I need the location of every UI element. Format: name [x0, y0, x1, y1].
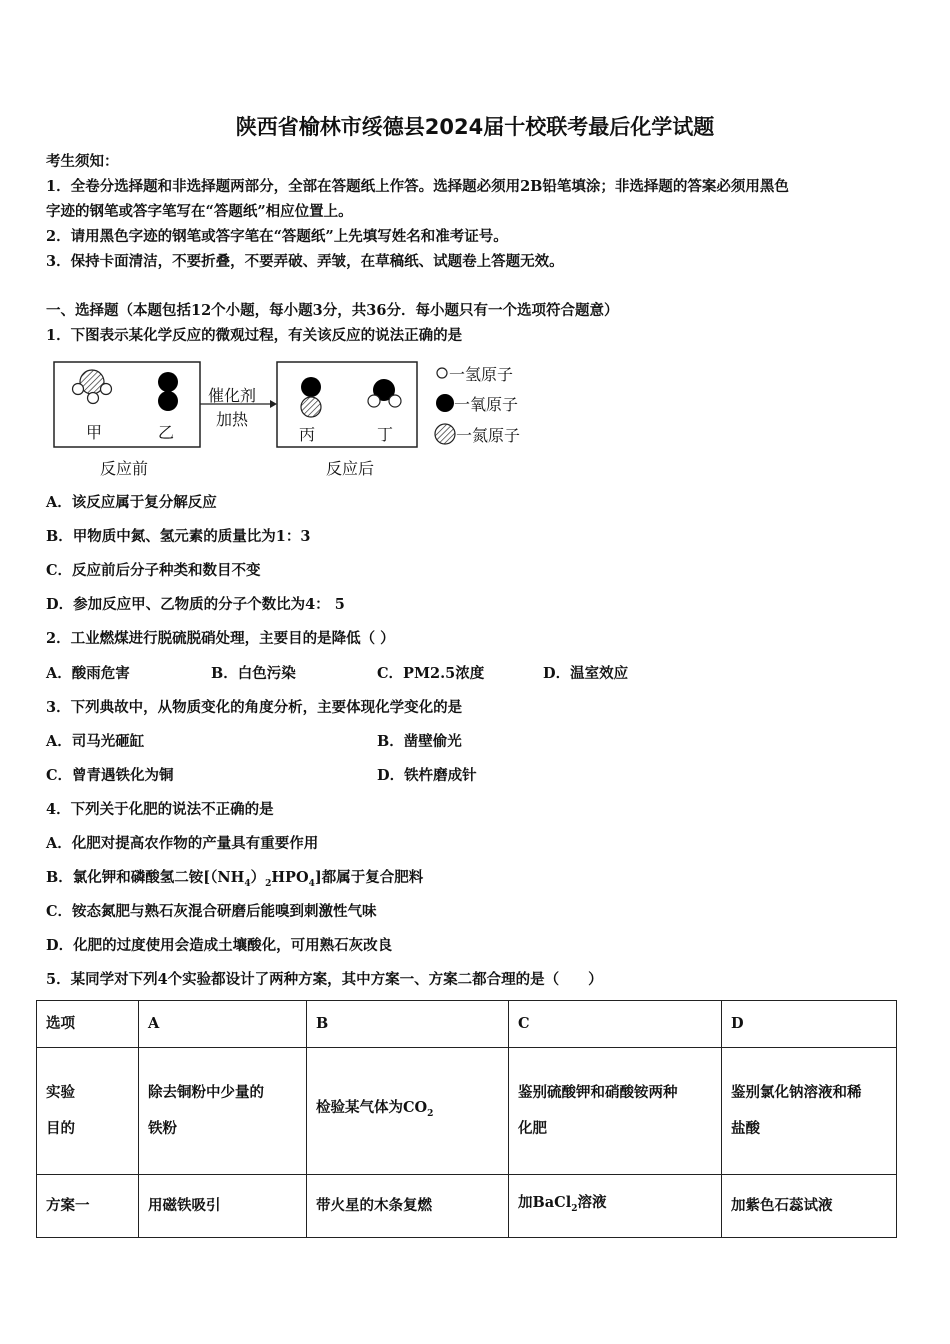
- q2-option-b[interactable]: B．白色污染: [211, 665, 296, 682]
- c-plan1-pre: 加BaCl: [518, 1194, 572, 1212]
- q3-option-b[interactable]: B．凿壁偷光: [377, 733, 462, 750]
- c-purpose-2: 化肥: [518, 1120, 547, 1137]
- q4-b-text-1: B．氯化钾和磷酸氢二铵[（NH: [46, 869, 245, 886]
- b-plan1: 带火星的木条复燃: [307, 1175, 509, 1238]
- q3-option-a[interactable]: A．司马光砸缸: [46, 733, 145, 750]
- hydrogen-atom-icon: [73, 384, 84, 395]
- q1-stem: 1．下图表示某化学反应的微观过程，有关该反应的说法正确的是: [46, 327, 463, 344]
- q1-option-a[interactable]: A．该反应属于复分解反应: [46, 494, 217, 511]
- notice-item-3: 3．保持卡面清洁，不要折叠，不要弄破、弄皱，在草稿纸、试题卷上答题无效。: [46, 253, 564, 270]
- label-jia: 甲: [86, 423, 103, 442]
- table-row: [37, 1175, 897, 1238]
- q1-option-b[interactable]: B．甲物质中氮、氢元素的质量比为1：3: [46, 528, 311, 545]
- label-before: 反应前: [100, 459, 149, 478]
- q3-option-c[interactable]: C．曾青遇铁化为铜: [46, 767, 174, 784]
- hydrogen-atom-icon: [389, 395, 401, 407]
- q2-option-d[interactable]: D．温室效应: [543, 665, 629, 682]
- q4-option-d[interactable]: D．化肥的过度使用会造成土壤酸化，可用熟石灰改良: [46, 937, 393, 954]
- q4-b-text-2: ）: [250, 869, 266, 886]
- q4-b-sub-2: 2: [265, 878, 272, 889]
- q3-stem: 3．下列典故中，从物质变化的角度分析，主要体现化学变化的是: [46, 699, 463, 716]
- plan1-label: 方案一: [37, 1175, 139, 1238]
- q4-option-a[interactable]: A．化肥对提高农作物的产量具有重要作用: [46, 835, 319, 852]
- c-purpose-1: 鉴别硫酸钾和硝酸铵两种: [518, 1084, 678, 1101]
- q4-option-b[interactable]: [46, 868, 423, 894]
- label-ding: 丁: [377, 425, 394, 444]
- legend-oxygen-icon: [436, 394, 454, 412]
- q4-b-text-4: ]都属于复合肥料: [314, 869, 424, 886]
- section-heading: 一、选择题（本题包括12个小题，每小题3分，共36分．每小题只有一个选项符合题意）: [46, 302, 619, 319]
- nitrogen-atom-icon: [301, 397, 321, 417]
- reaction-diagram: [46, 355, 566, 480]
- q5-stem: 5．某同学对下列4个实验都设计了两种方案，其中方案一、方案二都合理的是（ ）: [46, 971, 603, 988]
- q4-b-text-3: HPO: [271, 869, 309, 886]
- q4-stem: 4．下列关于化肥的说法不正确的是: [46, 801, 274, 818]
- table-header-cell: A: [139, 1001, 307, 1048]
- c-plan1-post: 溶液: [577, 1194, 607, 1212]
- table-cell: [37, 1048, 139, 1175]
- table-cell: [509, 1048, 722, 1175]
- q1-option-c[interactable]: C．反应前后分子种类和数目不变: [46, 562, 261, 579]
- c-plan1-sub: 2: [571, 1203, 578, 1214]
- oxygen-atom-icon: [301, 377, 321, 397]
- arrow-head-icon: [270, 400, 277, 408]
- b-purpose: 检验某气体为CO: [316, 1099, 428, 1117]
- page-title: 陕西省榆林市绥德县2024届十校联考最后化学试题: [235, 115, 715, 139]
- oxygen-atom-icon: [158, 391, 178, 411]
- table-header-cell: 选项: [37, 1001, 139, 1048]
- d-purpose-1: 鉴别氯化钠溶液和稀: [731, 1084, 862, 1101]
- q2-option-c[interactable]: C．PM2.5浓度: [377, 665, 485, 682]
- table-cell: [307, 1048, 509, 1175]
- a-purpose-1: 除去铜粉中少量的: [148, 1084, 264, 1101]
- q4-b-sub-3: 4: [308, 878, 315, 889]
- table-cell: [139, 1048, 307, 1175]
- table-row: [37, 1001, 897, 1048]
- q3-option-d[interactable]: D．铁杵磨成针: [377, 767, 477, 784]
- purpose-label-2: 目的: [46, 1120, 75, 1137]
- hydrogen-atom-icon: [101, 384, 112, 395]
- legend-nitrogen-icon: [435, 424, 455, 444]
- legend-oxygen-label: 一氧原子: [454, 395, 519, 414]
- label-heat: 加热: [216, 410, 249, 429]
- q4-b-sub-1: 4: [244, 878, 251, 889]
- legend-hydrogen-label: 一氢原子: [449, 365, 514, 384]
- notice-item-1-line-1: 1．全卷分选择题和非选择题两部分，全部在答题纸上作答。选择题必须用2B铅笔填涂；非选择题的答案必须用黑色: [46, 178, 789, 195]
- hydrogen-atom-icon: [88, 393, 99, 404]
- notice-heading: 考生须知：: [46, 153, 119, 170]
- b-purpose-sub: 2: [427, 1108, 434, 1119]
- notice-item-1-line-2: 字迹的钢笔或答字笔写在“答题纸”相应位置上。: [46, 203, 353, 220]
- q2-stem: 2．工业燃煤进行脱硫脱硝处理，主要目的是降低（ ）: [46, 630, 395, 647]
- table-row: [37, 1048, 897, 1175]
- purpose-label-1: 实验: [46, 1084, 75, 1101]
- a-purpose-2: 铁粉: [148, 1120, 177, 1137]
- table-header-cell: B: [307, 1001, 509, 1048]
- table-header-cell: C: [509, 1001, 722, 1048]
- label-after: 反应后: [326, 459, 375, 478]
- a-plan1: 用磁铁吸引: [139, 1175, 307, 1238]
- table-header-cell: D: [722, 1001, 897, 1048]
- table-cell: [509, 1175, 722, 1238]
- before-box: [54, 362, 200, 447]
- legend-hydrogen-icon: [437, 368, 447, 378]
- legend-nitrogen-label: 一氮原子: [456, 426, 521, 445]
- d-purpose-2: 盐酸: [731, 1120, 760, 1137]
- oxygen-atom-icon: [158, 372, 178, 392]
- q2-option-a[interactable]: A．酸雨危害: [46, 665, 130, 682]
- q4-option-c[interactable]: C．铵态氮肥与熟石灰混合研磨后能嗅到刺激性气味: [46, 903, 377, 920]
- q1-option-d[interactable]: D．参加反应甲、乙物质的分子个数比为4： 5: [46, 596, 345, 613]
- q5-table: [36, 1000, 897, 1238]
- label-yi: 乙: [158, 423, 175, 442]
- d-plan1: 加紫色石蕊试液: [722, 1175, 897, 1238]
- label-bing: 丙: [299, 425, 316, 444]
- notice-item-2: 2．请用黑色字迹的钢笔或答字笔在“答题纸”上先填写姓名和准考证号。: [46, 228, 508, 245]
- table-cell: [722, 1048, 897, 1175]
- hydrogen-atom-icon: [368, 395, 380, 407]
- label-catalyst: 催化剂: [208, 386, 257, 405]
